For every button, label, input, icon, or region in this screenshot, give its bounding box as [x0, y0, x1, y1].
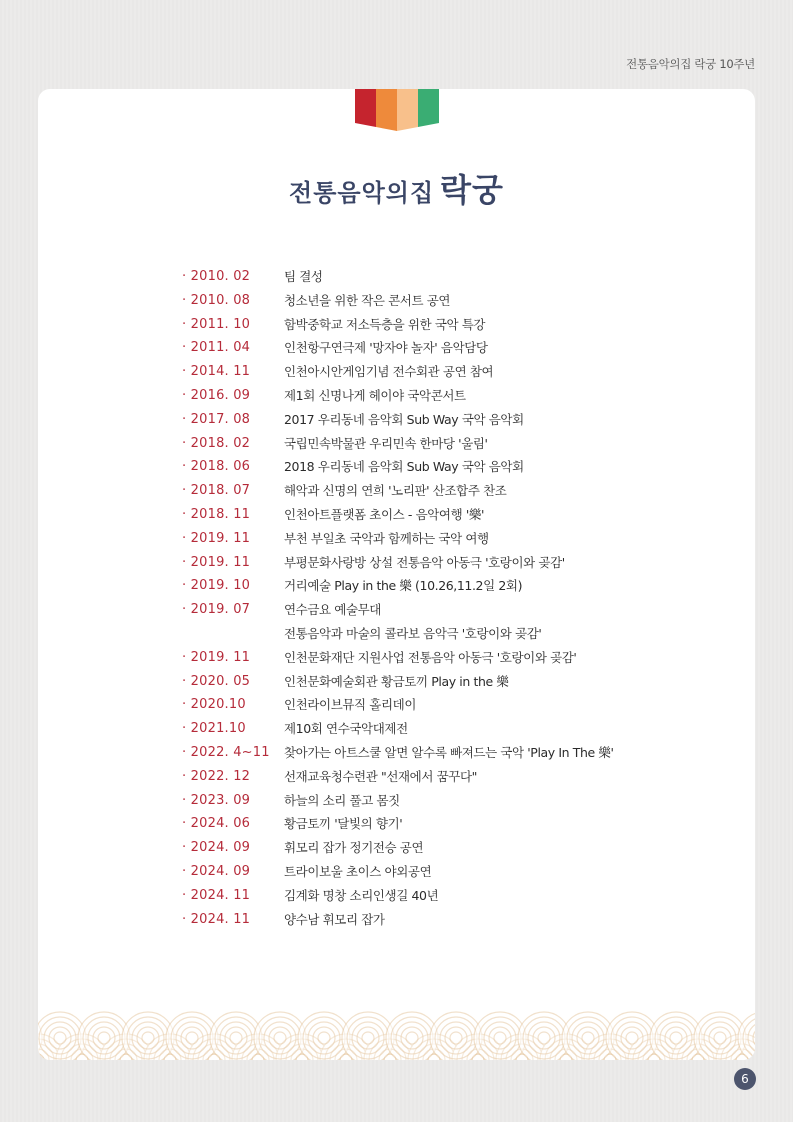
timeline-date: · 2021.10 — [182, 721, 246, 737]
ribbon-stripe — [397, 89, 418, 131]
timeline-row — [182, 384, 614, 408]
timeline-row — [182, 551, 614, 575]
timeline-date: · 2014. 11 — [182, 364, 251, 380]
timeline-row — [182, 741, 614, 765]
timeline-row — [182, 336, 614, 360]
timeline-row — [182, 574, 614, 598]
timeline-date — [182, 622, 284, 646]
timeline-row — [182, 717, 614, 741]
color-ribbon-bookmark — [355, 89, 439, 131]
timeline-date: · 2022. 4~11 — [182, 744, 270, 760]
timeline-date: · 2024. 11 — [182, 887, 251, 903]
timeline-event: 제1회 신명나게 헤이야 국악콘서트 — [284, 387, 466, 403]
timeline-event: 2018 우리동네 음악회 Sub Way 국악 음악회 — [284, 459, 524, 475]
timeline-date: · 2010. 02 — [182, 269, 251, 284]
timeline-row — [182, 908, 614, 932]
timeline-date: · 2024. 09 — [182, 840, 251, 856]
title-part-2: 락궁 — [440, 171, 504, 209]
timeline-date: · 2010. 08 — [182, 292, 251, 308]
page-number: 6 — [734, 1068, 756, 1090]
timeline-date: · 2023. 09 — [182, 792, 251, 808]
timeline-date: · 2017. 08 — [182, 411, 251, 427]
timeline-event: 국립민속박물관 우리민속 한마당 '울림' — [284, 435, 488, 451]
timeline-event: 연수금요 예술무대 — [284, 602, 381, 618]
timeline-event: 인천아트플랫폼 초이스 - 음악여행 '樂' — [284, 506, 485, 522]
timeline-event: 인천항구연극제 '망자야 놀자' 음악담당 — [284, 340, 488, 356]
timeline-row — [182, 646, 614, 670]
timeline-event: 양수남 휘모리 잡가 — [284, 911, 385, 927]
timeline-event: 인천아시안게임기념 전수회관 공연 참여 — [284, 364, 494, 380]
timeline-date: · 2024. 06 — [182, 816, 251, 832]
timeline-event: 휘모리 잡가 정기전승 공연 — [284, 840, 424, 856]
timeline-date: · 2018. 11 — [182, 506, 251, 522]
timeline-date: · 2016. 09 — [182, 387, 251, 403]
timeline-row — [182, 765, 614, 789]
ribbon-stripe — [376, 89, 397, 131]
timeline-row — [182, 455, 614, 479]
timeline-event: 인천문화재단 지원사업 전통음악 아동극 '호랑이와 곶감' — [284, 649, 577, 665]
timeline-date: · 2020.10 — [182, 697, 246, 713]
content-card — [38, 89, 755, 1060]
timeline-row — [182, 670, 614, 694]
timeline-date: · 2019. 10 — [182, 578, 251, 594]
running-header: 전통음악의집 락궁 10주년 — [626, 57, 755, 71]
timeline-row — [182, 693, 614, 717]
timeline-row — [182, 598, 614, 622]
timeline-date: · 2019. 11 — [182, 649, 251, 665]
timeline-row — [182, 836, 614, 860]
timeline-date: · 2024. 11 — [182, 911, 251, 927]
timeline-date: · 2024. 09 — [182, 863, 251, 879]
timeline-event: 선재교육청수련관 "선재에서 꿈꾸다" — [284, 768, 477, 784]
timeline-date: · 2020. 05 — [182, 673, 251, 689]
timeline-date: · 2018. 07 — [182, 483, 251, 499]
timeline-date: · 2019. 11 — [182, 554, 251, 570]
timeline-event: 하늘의 소리 풀고 몸짓 — [284, 792, 400, 808]
timeline-date: · 2018. 02 — [182, 435, 251, 451]
timeline-event: 해악과 신명의 연희 '노리판' 산조합주 찬조 — [284, 483, 507, 499]
timeline-event: 함박중학교 저소득층을 위한 국악 특강 — [284, 316, 486, 332]
timeline-row — [182, 884, 614, 908]
timeline-row — [182, 479, 614, 503]
page-title — [38, 165, 755, 211]
timeline-event: 전통음악과 마술의 콜라보 음악극 '호랑이와 곶감' — [284, 625, 542, 641]
timeline-row — [182, 812, 614, 836]
timeline-row — [182, 360, 614, 384]
timeline-event: 김계화 명창 소리인생길 40년 — [284, 887, 439, 903]
timeline-date: · 2011. 04 — [182, 340, 251, 356]
timeline-event: 거리예술 Play in the 樂 (10.26,11.2일 2회) — [284, 578, 523, 594]
timeline-event: 인천문화예술회관 황금토끼 Play in the 樂 — [284, 673, 509, 689]
timeline-date: · 2011. 10 — [182, 316, 251, 332]
timeline-row — [182, 313, 614, 337]
timeline-row — [182, 503, 614, 527]
timeline-event: 부평문화사랑방 상설 전통음악 아동극 '호랑이와 곶감' — [284, 554, 565, 570]
timeline-row — [182, 527, 614, 551]
timeline-row — [182, 432, 614, 456]
timeline-row — [182, 265, 614, 289]
timeline-date: · 2022. 12 — [182, 768, 251, 784]
timeline-date: · 2019. 07 — [182, 602, 251, 618]
timeline-event: 인천라이브뮤직 홀리데이 — [284, 697, 416, 713]
timeline-row — [182, 860, 614, 884]
timeline-row — [182, 289, 614, 313]
timeline-event: 제10회 연수국악대제전 — [284, 721, 408, 737]
timeline-event: 트라이보울 초이스 야외공연 — [284, 863, 432, 879]
history-timeline — [182, 265, 614, 931]
timeline-event: 찾아가는 아트스쿨 알면 알수록 빠져드는 국악 'Play In The 樂' — [284, 744, 614, 760]
timeline-event: 황금토끼 '달빛의 향기' — [284, 816, 403, 832]
wave-pattern-decoration — [38, 994, 755, 1060]
timeline-date: · 2018. 06 — [182, 459, 251, 475]
timeline-event: 팀 결성 — [284, 269, 323, 284]
timeline-row — [182, 408, 614, 432]
timeline-event: 부천 부일초 국악과 함께하는 국악 여행 — [284, 530, 489, 546]
timeline-date: · 2019. 11 — [182, 530, 251, 546]
timeline-event: 청소년을 위한 작은 콘서트 공연 — [284, 292, 451, 308]
title-part-1: 전통음악의집 — [289, 178, 435, 207]
timeline-row — [182, 622, 614, 646]
timeline-row — [182, 789, 614, 813]
timeline-event: 2017 우리동네 음악회 Sub Way 국악 음악회 — [284, 411, 524, 427]
